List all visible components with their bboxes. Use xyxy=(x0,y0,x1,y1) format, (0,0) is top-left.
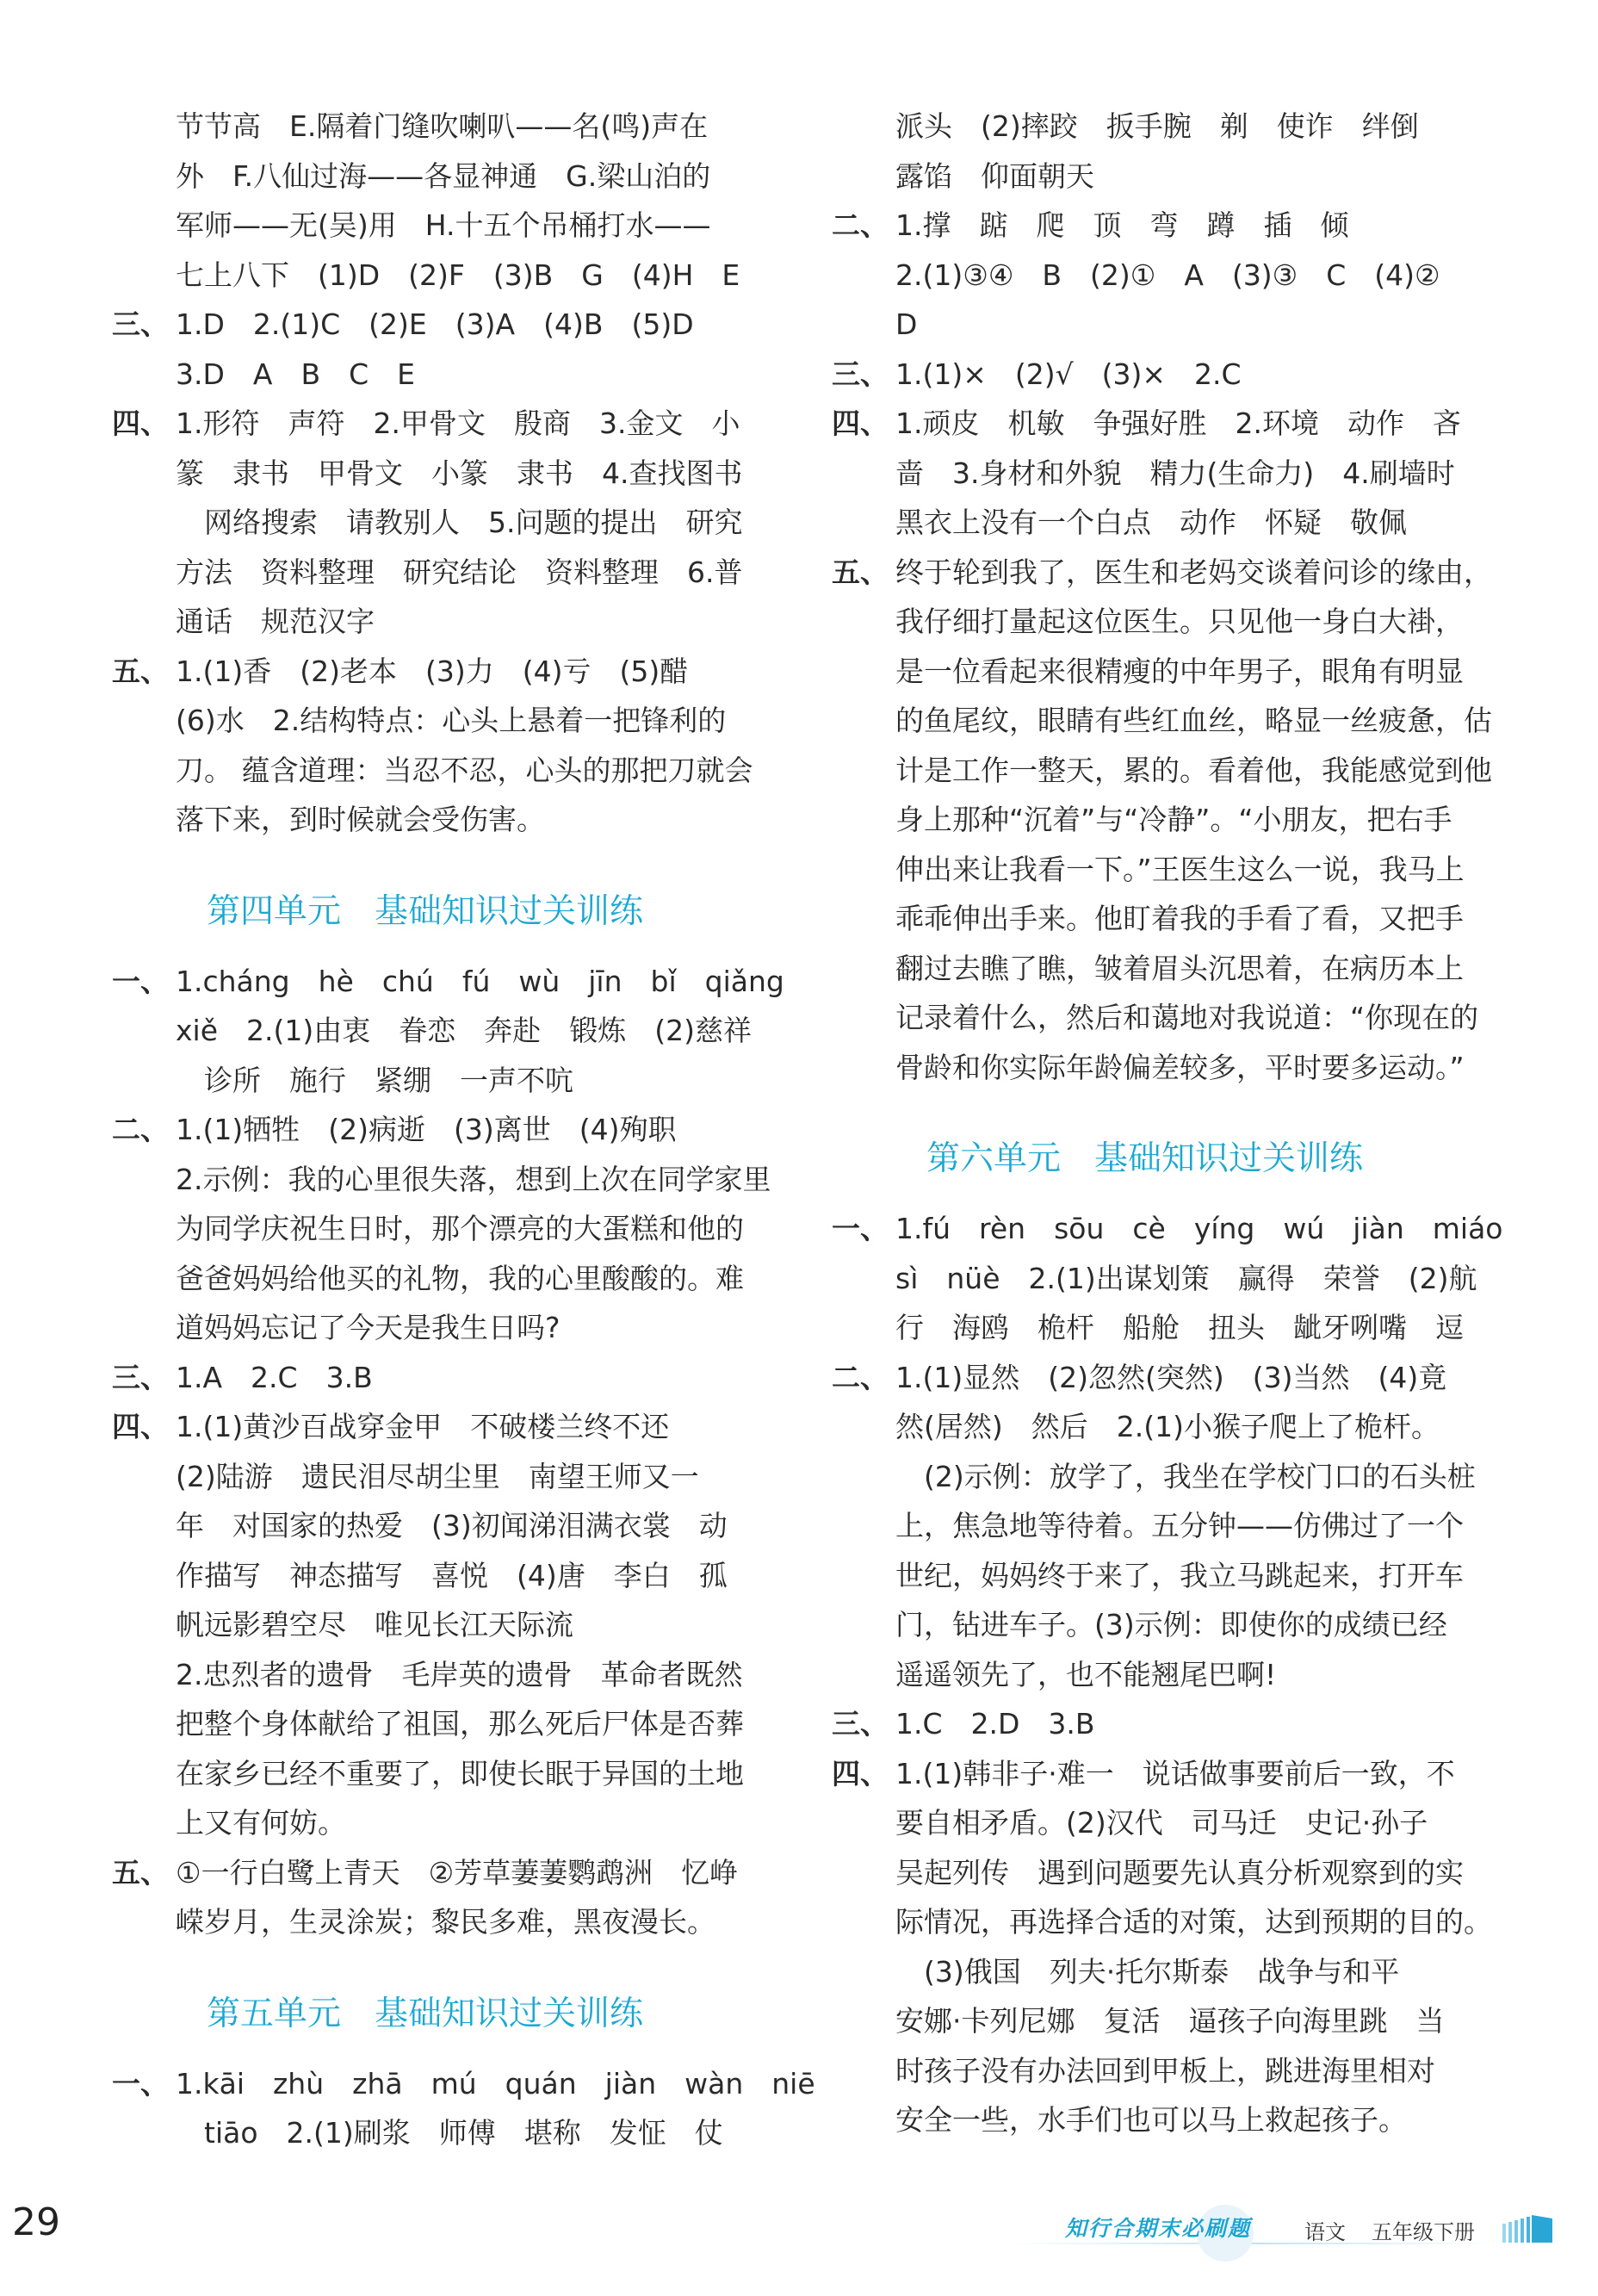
answer-line: 1.kāi zhù zhā mú quán jiàn wàn niē xyxy=(176,2066,815,2101)
answer-line: 作描写 神态描写 喜悦 (4)唐 李白 孤 xyxy=(176,1558,728,1592)
answer-line: 安全一些，水手们也可以马上救起孩子。 xyxy=(895,2103,1407,2137)
unit6-section-2 xyxy=(832,1353,1486,1700)
answer-line: 骨龄和你实际年龄偏差较多，平时要多运动。” xyxy=(895,1050,1465,1084)
unit5-heading: 第五单元 基础知识过关训练 xyxy=(207,1994,644,2033)
answer-line: 是一位看起来很精瘦的中年男子，眼角有明显 xyxy=(895,654,1464,688)
answer-line: 1.C 2.D 3.B xyxy=(895,1707,1095,1741)
answer-line: 行 海鸥 桅杆 船舱 扭头 龇牙咧嘴 逗 xyxy=(895,1311,1464,1344)
unit4-section-1 xyxy=(112,957,784,1106)
section-number: 五、 xyxy=(832,555,889,589)
footer-brand: 知行合期末必刷题 xyxy=(1065,2216,1252,2241)
section-number: 四、 xyxy=(112,1410,169,1443)
answer-line: 黑衣上没有一个白点 动作 怀疑 敬佩 xyxy=(895,506,1407,539)
answer-line: 嵘岁月，生灵涂炭；黎民多难，黑夜漫长。 xyxy=(176,1905,715,1939)
footer-subject: 语文 xyxy=(1304,2220,1346,2244)
section-number: 二、 xyxy=(832,1360,889,1394)
answer-line: 军师——无(吴)用 H.十五个吊桶打水—— xyxy=(176,208,711,242)
answer-line: 遥遥领先了，也不能翘尾巴啊! xyxy=(895,1657,1277,1691)
answer-line: 我仔细打量起这位医生。只见他一身白大褂， xyxy=(895,605,1464,638)
answer-line: 露馅 仰面朝天 xyxy=(895,158,1094,193)
answer-line: 为同学庆祝生日时，那个漂亮的大蛋糕和他的 xyxy=(176,1212,744,1245)
answer-line: 1.A 2.C 3.B xyxy=(176,1360,373,1394)
unit6-section-1 xyxy=(832,1204,1503,1353)
section-2 xyxy=(832,201,1486,350)
answer-line: 在家乡已经不重要了，即使长眠于异国的土地 xyxy=(176,1756,744,1790)
answer-line: 终于轮到我了，医生和老妈交谈着问诊的缘由， xyxy=(895,555,1492,589)
unit4-section-3 xyxy=(112,1353,777,1403)
section-number: 五、 xyxy=(112,1855,169,1890)
answer-line: 门，钻进车子。(3)示例：即使你的成绩已经 xyxy=(895,1608,1447,1641)
section-3 xyxy=(832,350,1486,400)
footer-grade: 五年级下册 xyxy=(1372,2220,1475,2244)
answer-line: 刀。 蕴含道理：当忍不忍，心头的那把刀就会 xyxy=(176,753,753,787)
answer-line: 2.忠烈者的遗骨 毛岸英的遗骨 革命者既然 xyxy=(176,1657,743,1691)
answer-line: 2.示例：我的心里很失落，想到上次在同学家里 xyxy=(176,1162,771,1196)
answer-line: ①一行白鹭上青天 ②芳草萋萋鹦鹉洲 忆峥 xyxy=(176,1855,739,1890)
answer-line: 的鱼尾纹，眼睛有些红血丝，略显一丝疲惫，估 xyxy=(895,704,1492,737)
section-number: 二、 xyxy=(832,208,889,242)
answer-line: 年 对国家的热爱 (3)初闻涕泪满衣裳 动 xyxy=(176,1509,728,1542)
left-column xyxy=(112,102,815,2158)
unit6-section-3 xyxy=(832,1699,1486,1749)
answer-line: 道妈妈忘记了今天是我生日吗? xyxy=(176,1311,561,1344)
answer-line: 然(居然) 然后 2.(1)小猴子爬上了桅杆。 xyxy=(895,1410,1440,1443)
section-number: 一、 xyxy=(832,1212,889,1245)
answer-line: 1.(1)韩非子·难一 说话做事要前后一致，不 xyxy=(895,1756,1455,1790)
answer-line: 上又有何妨。 xyxy=(176,1806,346,1840)
answer-line: 节节高 E.隔着门缝吹喇叭——名(鸣)声在 xyxy=(176,109,709,143)
answer-line: 爸爸妈妈给他买的礼物，我的心里酸酸的。难 xyxy=(176,1261,744,1295)
answer-line: 乖乖伸出手来。他盯着我的手看了看，又把手 xyxy=(895,902,1464,935)
answer-line: 1.(1)黄沙百战穿金甲 不破楼兰终不还 xyxy=(176,1410,670,1443)
answer-line: 1.D 2.(1)C (2)E (3)A (4)B (5)D xyxy=(176,307,694,341)
right-column xyxy=(832,102,1503,2145)
answer-line: 计是工作一整天，累的。看着他，我能感觉到他 xyxy=(895,753,1492,787)
answer-line: 通话 规范汉字 xyxy=(176,605,375,638)
answer-line: 翻过去瞧了瞧，皱着眉头沉思着，在病历本上 xyxy=(895,951,1464,985)
answer-line: 网络搜索 请教别人 5.问题的提出 研究 xyxy=(176,506,743,539)
section-number: 一、 xyxy=(112,964,169,998)
answer-line: 1.(1)× (2)√ (3)× 2.C xyxy=(895,357,1242,391)
unit4-heading: 第四单元 基础知识过关训练 xyxy=(207,891,644,931)
answer-line: 落下来，到时候就会受伤害。 xyxy=(176,803,545,836)
section-number: 四、 xyxy=(832,406,889,440)
answer-line: 1.cháng hè chú fú wù jīn bǐ qiǎng xyxy=(176,964,784,998)
section-number: 四、 xyxy=(832,1756,889,1790)
answer-line: 1.撑 踮 爬 顶 弯 蹲 插 倾 xyxy=(895,208,1349,242)
book-stripes-icon xyxy=(1502,2215,1554,2246)
answer-line: (3)俄国 列夫·托尔斯泰 战争与和平 xyxy=(895,1954,1400,1989)
answer-line: 2.(1)③④ B (2)① A (3)③ C (4)② xyxy=(895,258,1440,292)
continuation-block xyxy=(832,102,1486,201)
answer-line: 啬 3.身材和外貌 精力(生命力) 4.刷墙时 xyxy=(895,456,1455,490)
section-number: 三、 xyxy=(832,1707,889,1741)
section-number: 三、 xyxy=(832,357,889,391)
section-3 xyxy=(112,300,777,399)
answer-line: (2)陆游 遗民泪尽胡尘里 南望王师又一 xyxy=(176,1459,699,1493)
answer-line: 安娜·卡列尼娜 复活 逼孩子向海里跳 当 xyxy=(895,2004,1445,2038)
answer-line: 1.fú rèn sōu cè yíng wú jiàn miáo xyxy=(895,1212,1503,1245)
answer-line: 七上八下 (1)D (2)F (3)B G (4)H E xyxy=(176,258,740,292)
answer-line: 伸出来让我看一下。”王医生这么一说，我马上 xyxy=(895,852,1465,886)
unit6-section-4 xyxy=(832,1749,1492,2145)
unit6-heading: 第六单元 基础知识过关训练 xyxy=(926,1139,1364,1178)
answer-line: 帆远影碧空尽 唯见长江天际流 xyxy=(176,1608,573,1641)
answer-line: 1.(1)显然 (2)忽然(突然) (3)当然 (4)竟 xyxy=(895,1360,1447,1394)
answer-line: 身上那种“沉着”与“冷静”。“小朋友，把右手 xyxy=(895,803,1452,836)
page-number: 29 xyxy=(12,2200,60,2244)
answer-line: 把整个身体献给了祖国，那么死后尸体是否葬 xyxy=(176,1707,744,1741)
section-4 xyxy=(832,399,1486,548)
section-number: 一、 xyxy=(112,2066,169,2101)
answer-line: 际情况，再选择合适的对策，达到预期的目的。 xyxy=(895,1905,1492,1939)
answer-line: 1.形符 声符 2.甲骨文 殷商 3.金文 小 xyxy=(176,406,740,440)
section-5 xyxy=(832,548,1492,1093)
section-number: 三、 xyxy=(112,1360,169,1394)
section-5 xyxy=(112,647,777,845)
answer-line: 派头 (2)摔跤 扳手腕 剃 使诈 绊倒 xyxy=(895,109,1419,143)
answer-line: tiāo 2.(1)刷浆 师傅 堪称 发怔 仗 xyxy=(176,2116,723,2150)
answer-line: (2)示例：放学了，我坐在学校门口的石头桩 xyxy=(895,1459,1476,1493)
unit4-section-2 xyxy=(112,1105,777,1353)
answer-line: 诊所 施行 紧绷 一声不吭 xyxy=(176,1063,573,1097)
answer-line: 上，焦急地等待着。五分钟——仿佛过了一个 xyxy=(895,1509,1464,1542)
answer-line: xiě 2.(1)由衷 眷恋 奔赴 锻炼 (2)慈祥 xyxy=(176,1014,752,1047)
answer-line: 1.(1)牺牲 (2)病逝 (3)离世 (4)殉职 xyxy=(176,1113,677,1146)
answer-line: 1.(1)香 (2)老本 (3)力 (4)亏 (5)醋 xyxy=(176,654,689,688)
section-4 xyxy=(112,399,777,647)
answer-line: 要自相矛盾。(2)汉代 司马迁 史记·孙子 xyxy=(895,1806,1428,1840)
answer-line: D xyxy=(895,307,918,341)
answer-line: 方法 资料整理 研究结论 资料整理 6.普 xyxy=(176,555,743,589)
answer-line: 外 F.八仙过海——各显神通 G.梁山泊的 xyxy=(176,158,711,193)
unit5-section-1 xyxy=(112,2059,815,2158)
section-number: 四、 xyxy=(112,406,169,440)
answer-line: (6)水 2.结构特点：心头上悬着一把锋利的 xyxy=(176,704,727,737)
answer-line: 世纪，妈妈终于来了，我立马跳起来，打开车 xyxy=(895,1558,1464,1592)
section-number: 二、 xyxy=(112,1113,169,1146)
answer-line: sì nüè 2.(1)出谋划策 赢得 荣誉 (2)航 xyxy=(895,1261,1477,1295)
answer-line: 吴起列传 遇到问题要先认真分析观察到的实 xyxy=(895,1855,1464,1890)
section-number: 五、 xyxy=(112,654,169,688)
answer-line: 1.顽皮 机敏 争强好胜 2.环境 动作 吝 xyxy=(895,406,1461,440)
footer xyxy=(1012,2205,1545,2265)
section-number: 三、 xyxy=(112,307,169,341)
answer-line: 3.D A B C E xyxy=(176,357,416,391)
answer-line: 篆 隶书 甲骨文 小篆 隶书 4.查找图书 xyxy=(176,456,743,490)
continuation-block xyxy=(112,102,777,300)
unit4-section-4 xyxy=(112,1402,777,1848)
unit4-section-5 xyxy=(112,1848,777,1947)
answer-line: 记录着什么，然后和蔼地对我说道：“你现在的 xyxy=(895,1001,1479,1034)
answer-line: 时孩子没有办法回到甲板上，跳进海里相对 xyxy=(895,2053,1435,2088)
